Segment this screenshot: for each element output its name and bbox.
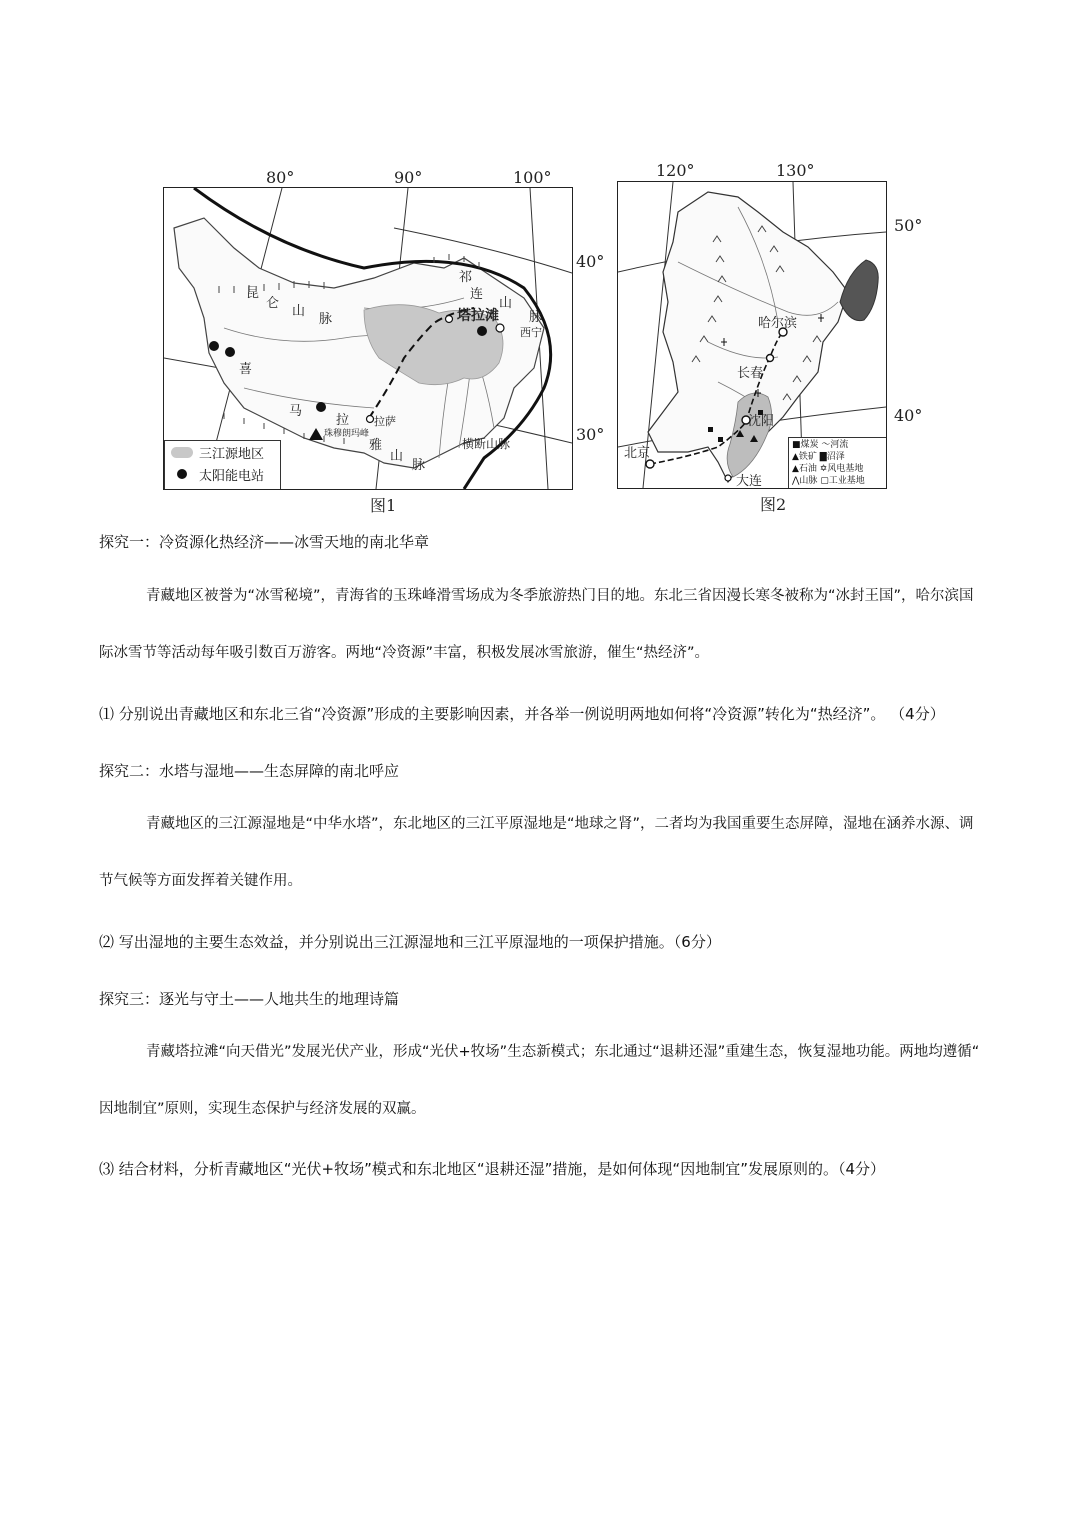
legend-sanjiangyuan bbox=[165, 441, 280, 463]
kunlun-label-2: 仑 bbox=[266, 296, 280, 311]
kunlun-label-3: 山 bbox=[292, 304, 306, 319]
legend2-row2 bbox=[792, 451, 887, 463]
section1-para-line1: 青藏地区被誉为“冰雪秘境”，青海省的玉珠峰滑雪场成为冬季旅游热门目的地。东北三省因漫长寒冬被称为“冰封王国”，哈尔滨国 bbox=[146, 588, 974, 604]
legend-sanjiangyuan-label: 三江源地区 bbox=[199, 446, 265, 462]
himalaya-label-ya: 雅 bbox=[369, 438, 383, 453]
harbin-label: 哈尔滨 bbox=[758, 316, 798, 331]
qilian-label-3: 山 bbox=[499, 296, 513, 311]
legend-iron: ▲铁矿 bbox=[792, 452, 817, 462]
legend-solar bbox=[165, 463, 280, 485]
black-dot-icon bbox=[177, 469, 187, 479]
question-2: ⑵ 写出湿地的主要生态效益，并分别说出三江源湿地和三江平原湿地的一项保护措施。（6分） bbox=[99, 933, 721, 951]
gray-area-swatch-icon bbox=[171, 447, 193, 458]
fig2-lat-50: 50° bbox=[894, 216, 923, 235]
question-3: ⑶ 结合材料，分析青藏地区“光伏+牧场”模式和东北地区“退耕还湿”措施，是如何体现“因地制宜”发展原则的。（4分） bbox=[99, 1160, 886, 1178]
fig1-lon-100: 100° bbox=[513, 168, 552, 187]
figure2-legend bbox=[788, 437, 887, 489]
section2-para-line1: 青藏地区的三江源湿地是“中华水塔”，东北地区的三江平原湿地是“地球之肾”，二者均为我国重要生态屏障，湿地在涵养水源、调 bbox=[146, 816, 974, 832]
fig1-lat-40: 40° bbox=[576, 252, 605, 271]
qilian-label-2: 连 bbox=[470, 287, 484, 302]
section2-para-line2: 节气候等方面发挥着关键作用。 bbox=[99, 873, 302, 889]
qilian-label-4: 脉 bbox=[529, 310, 543, 325]
himalaya-label-shan: 山 bbox=[390, 449, 404, 464]
kunlun-label-4: 脉 bbox=[319, 312, 333, 327]
dalian-label: 大连 bbox=[736, 474, 763, 489]
himalaya-label-mai: 脉 bbox=[412, 458, 426, 473]
hengduan-label: 横断山脉 bbox=[462, 437, 511, 451]
legend2-row1 bbox=[792, 439, 887, 451]
beijing-label: 北京 bbox=[624, 446, 651, 461]
himalaya-label-xi: 喜 bbox=[239, 362, 253, 377]
section3-para-line1: 青藏塔拉滩“向天借光”发展光伏产业，形成“光伏+牧场”生态新模式；东北通过“退耕还湿”重建生态，恢复湿地功能。两地均遵循“ bbox=[146, 1044, 980, 1060]
fig1-lon-80: 80° bbox=[266, 168, 295, 187]
fig1-lon-90: 90° bbox=[394, 168, 423, 187]
legend-solar-label: 太阳能电站 bbox=[199, 468, 265, 484]
section1-title: 探究一：冷资源化热经济——冰雪天地的南北华章 bbox=[99, 533, 430, 551]
section2-title: 探究二：水塔与湿地——生态屏障的南北呼应 bbox=[99, 762, 400, 780]
changchun-label: 长春 bbox=[737, 366, 764, 381]
fig2-lat-40: 40° bbox=[894, 406, 923, 425]
legend-coal: ■煤炭 bbox=[792, 440, 819, 450]
legend2-row4 bbox=[792, 475, 887, 487]
qilian-label-1: 祁 bbox=[459, 270, 473, 285]
figure2-caption: 图2 bbox=[760, 495, 787, 514]
xining-label: 西宁 bbox=[520, 326, 542, 339]
legend-mountain: ⋀山脉 bbox=[792, 476, 818, 486]
shenyang-label: 沈阳 bbox=[748, 414, 775, 429]
talatan-label: 塔拉滩 bbox=[457, 308, 499, 324]
legend2-row3 bbox=[792, 463, 887, 475]
legend-marsh: ▇沼泽 bbox=[819, 452, 845, 462]
section3-title: 探究三：逐光与守土——人地共生的地理诗篇 bbox=[99, 990, 400, 1008]
himalaya-label-ma: 马 bbox=[289, 404, 303, 419]
qomolangma-label: 珠穆朗玛峰 bbox=[324, 429, 370, 439]
legend-industry: ▢工业基地 bbox=[820, 476, 865, 486]
legend-wind: ✡风电基地 bbox=[819, 464, 864, 474]
himalaya-label-la: 拉 bbox=[336, 413, 350, 428]
legend-river: ～河流 bbox=[821, 440, 849, 450]
figure1-legend bbox=[164, 440, 281, 490]
fig1-lat-30: 30° bbox=[576, 425, 605, 444]
figure2-map bbox=[617, 181, 887, 489]
question-1: ⑴ 分别说出青藏地区和东北三省“冷资源”形成的主要影响因素，并各举一例说明两地如何将“冷资源”转化为“热经济”。 （4分） bbox=[99, 705, 945, 723]
figure1-map bbox=[163, 187, 573, 490]
figure1-caption: 图1 bbox=[370, 496, 397, 515]
section1-para-line2: 际冰雪节等活动每年吸引数百万游客。两地“冷资源”丰富，积极发展冰雪旅游，催生“热经济”。 bbox=[99, 645, 710, 661]
lhasa-label: 拉萨 bbox=[374, 415, 396, 428]
fig2-lon-120: 120° bbox=[656, 161, 695, 180]
section3-para-line2: 因地制宜”原则，实现生态保护与经济发展的双赢。 bbox=[99, 1101, 426, 1117]
legend-oil: ▲石油 bbox=[792, 464, 817, 474]
kunlun-label-1: 昆 bbox=[246, 286, 260, 301]
fig2-lon-130: 130° bbox=[776, 161, 815, 180]
